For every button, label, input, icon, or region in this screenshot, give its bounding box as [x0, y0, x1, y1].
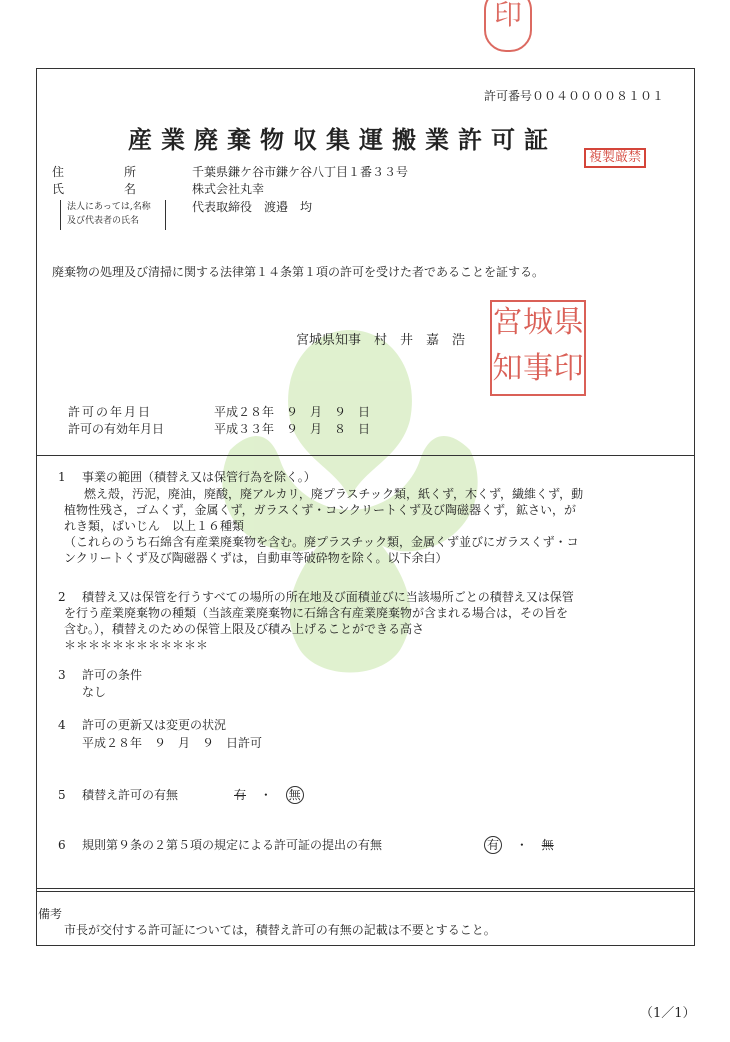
- remarks-right-border: [694, 888, 695, 945]
- item5-no-circled: 無: [286, 786, 304, 804]
- item2-line3: 含む。），積替えのための保管上限及び積み上げることができる高さ: [64, 622, 425, 636]
- item1-heading: 事業の範囲（積替え又は保管行為を除く。）: [82, 470, 316, 484]
- item6-yes-circled: 有: [484, 836, 502, 854]
- page-number: （1／1）: [640, 1006, 696, 1021]
- item5-number: 5: [58, 788, 66, 802]
- address-value: 千葉県鎌ケ谷市鎌ケ谷八丁目１番３３号: [192, 165, 409, 179]
- seal-char-5: 事: [522, 351, 553, 386]
- item3-value: なし: [82, 685, 107, 699]
- remarks-label: 備考: [38, 907, 63, 921]
- item6-heading: 規則第９条の２第５項の規定による許可証の提出の有無: [82, 838, 383, 852]
- certification-text: 廃棄物の処理及び清掃に関する法律第１４条第１項の許可を受けた者であることを証する。: [52, 265, 545, 279]
- item3-heading: 許可の条件: [82, 668, 143, 682]
- name-value: 株式会社丸幸: [192, 182, 265, 196]
- permit-date-value: 平成２８年 ９ 月 ９ 日: [214, 405, 371, 419]
- top-seal-text: 印: [493, 0, 522, 31]
- divider-remarks: [36, 888, 695, 889]
- corp-note-bracket: [60, 200, 166, 230]
- item5-yes-struck: 有: [234, 788, 247, 802]
- name-label: 氏 名: [52, 182, 137, 196]
- remarks-text: 市長が交付する許可証については，積替え許可の有無の記載は不要とすること。: [64, 923, 496, 937]
- corp-note-line2: 及び代表者の氏名: [67, 216, 140, 226]
- seal-char-3: 県: [553, 305, 584, 340]
- document-title: 産業廃棄物収集運搬業許可証: [128, 125, 557, 154]
- permit-number: 許可番号００４００００８１０１: [484, 89, 665, 103]
- item6-options: [484, 836, 554, 854]
- seal-char-2: 城: [522, 305, 553, 340]
- item6-separator: ・: [515, 838, 528, 852]
- corp-note-line1: 法人にあっては,名称: [67, 202, 151, 212]
- item2-line4: ＊＊＊＊＊＊＊＊＊＊＊＊: [64, 638, 209, 652]
- remarks-left-border: [36, 888, 37, 945]
- governor-seal: [490, 300, 586, 396]
- item6-number: 6: [58, 838, 66, 852]
- item5-separator: ・: [259, 788, 272, 802]
- top-seal-stamp: [484, 0, 532, 52]
- divider-items: [36, 455, 695, 456]
- seal-char-4: 知: [492, 351, 523, 386]
- item2-line1: 積替え又は保管を行うすべての場所の所在地及び面積並びに当該場所ごとの積替え又は保管: [82, 590, 574, 604]
- address-label: 住 所: [52, 165, 137, 179]
- item1-number: 1: [58, 470, 66, 484]
- expiry-date-label: 許可の有効年月日: [68, 422, 165, 436]
- divider-bottom: [36, 945, 695, 946]
- item4-heading: 許可の更新又は変更の状況: [82, 718, 227, 732]
- seal-char-6: 印: [553, 351, 584, 386]
- item4-number: 4: [58, 718, 66, 732]
- item1-line4: （これらのうち石綿含有産業廃棄物を含む。廃プラスチック類，金属くず並びにガラスくず・コ: [64, 535, 579, 549]
- item2-number: 2: [58, 590, 66, 604]
- item1-line3: れき類，ばいじん 以上１６種類: [64, 519, 245, 533]
- item3-number: 3: [58, 668, 66, 682]
- item5-options: [234, 786, 304, 804]
- representative: 代表取締役 渡邉 均: [192, 200, 313, 214]
- seal-char-1: 宮: [492, 305, 523, 340]
- item1-line5: ンクリートくず及び陶磁器くずは，自動車等破砕物を除く。以下余白）: [64, 551, 448, 565]
- copy-prohibited-stamp: 複製厳禁: [584, 148, 646, 168]
- expiry-date-value: 平成３３年 ９ 月 ８ 日: [214, 422, 371, 436]
- item4-value: 平成２８年 ９ 月 ９ 日許可: [82, 736, 263, 750]
- item6-no-struck: 無: [541, 838, 554, 852]
- permit-date-label: 許可の年月日: [68, 405, 153, 419]
- item1-line1: 燃え殻，汚泥，廃油，廃酸，廃アルカリ，廃プラスチック類，紙くず，木くず，繊維くず，動: [84, 487, 584, 501]
- item2-line2: を行う産業廃棄物の種類（当該産業廃棄物に石綿含有産業廃棄物が含まれる場合は，その旨を: [64, 606, 569, 620]
- item1-line2: 植物性残さ，ゴムくず，金属くず，ガラスくず・コンクリートくず及び陶磁器くず，鉱さい，が: [64, 503, 577, 517]
- item5-heading: 積替え許可の有無: [82, 788, 179, 802]
- governor-name: 宮城県知事 村 井 嘉 浩: [296, 333, 466, 348]
